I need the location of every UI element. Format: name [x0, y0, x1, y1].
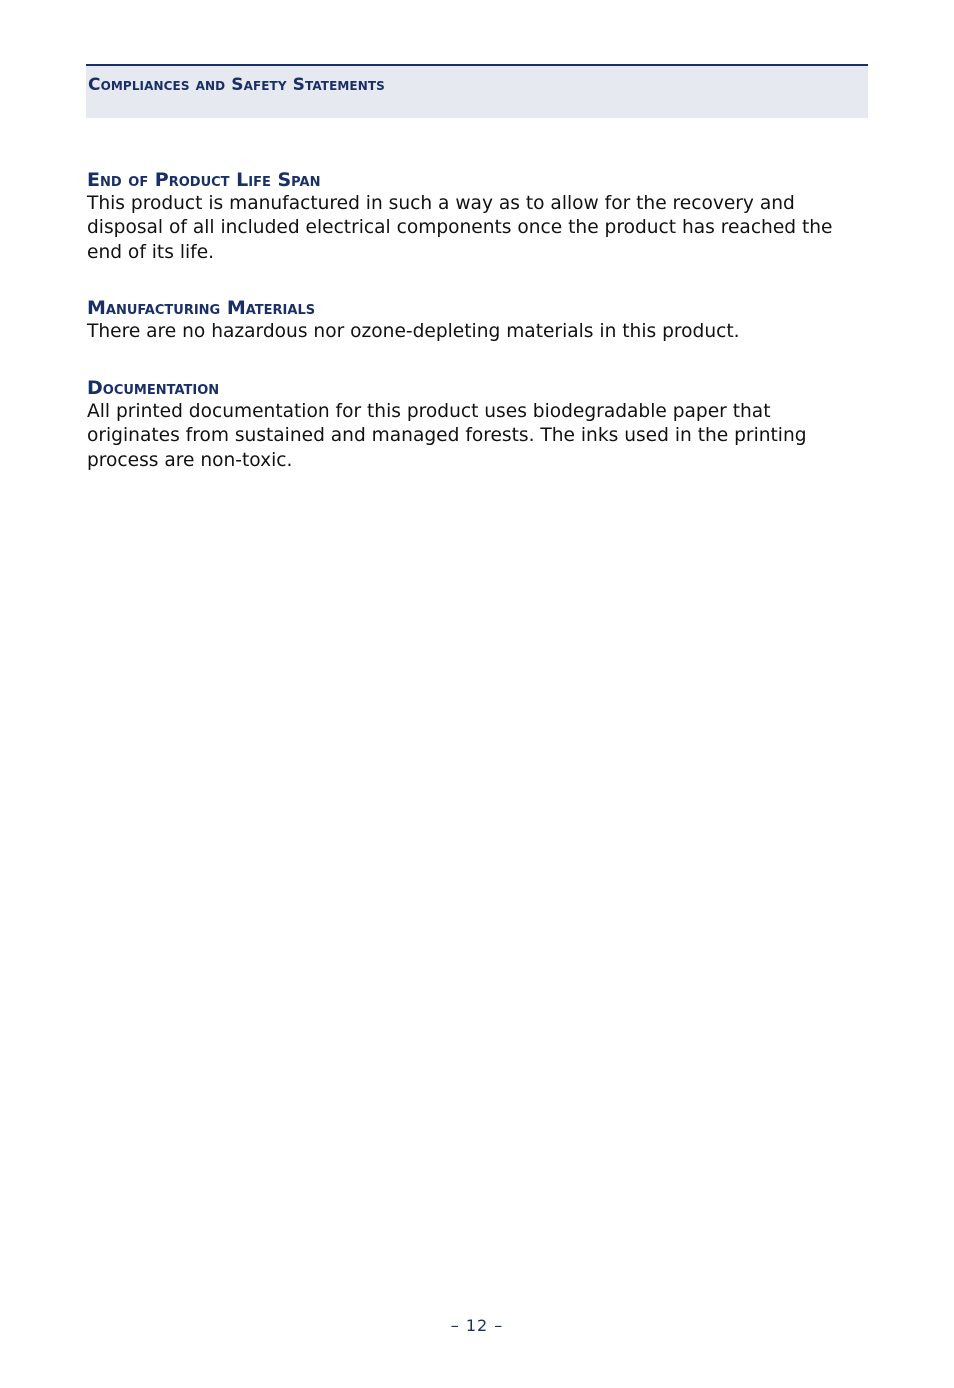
page-number: – 12 –: [450, 1316, 504, 1335]
section-manufacturing-materials: [87, 296, 867, 344]
chapter-header-band: [86, 64, 868, 118]
section-heading: Manufacturing Materials: [87, 297, 316, 319]
section-end-of-product-life-span: [87, 168, 867, 265]
section-heading: End of Product Life Span: [87, 169, 321, 191]
section-body: There are no hazardous nor ozone-depleting materials in this product.: [87, 321, 740, 342]
section-body: All printed documentation for this product uses biodegradable paper that originates from sustained and managed forests. The inks used in the printing process are non-toxic.: [87, 401, 807, 471]
section-heading: Documentation: [87, 377, 220, 399]
section-documentation: [87, 376, 867, 473]
chapter-title: Compliances and Safety Statements: [88, 75, 385, 95]
section-body: This product is manufactured in such a way as to allow for the recovery and disposal of all included electrical components once the product has reached the end of its life.: [87, 193, 833, 263]
